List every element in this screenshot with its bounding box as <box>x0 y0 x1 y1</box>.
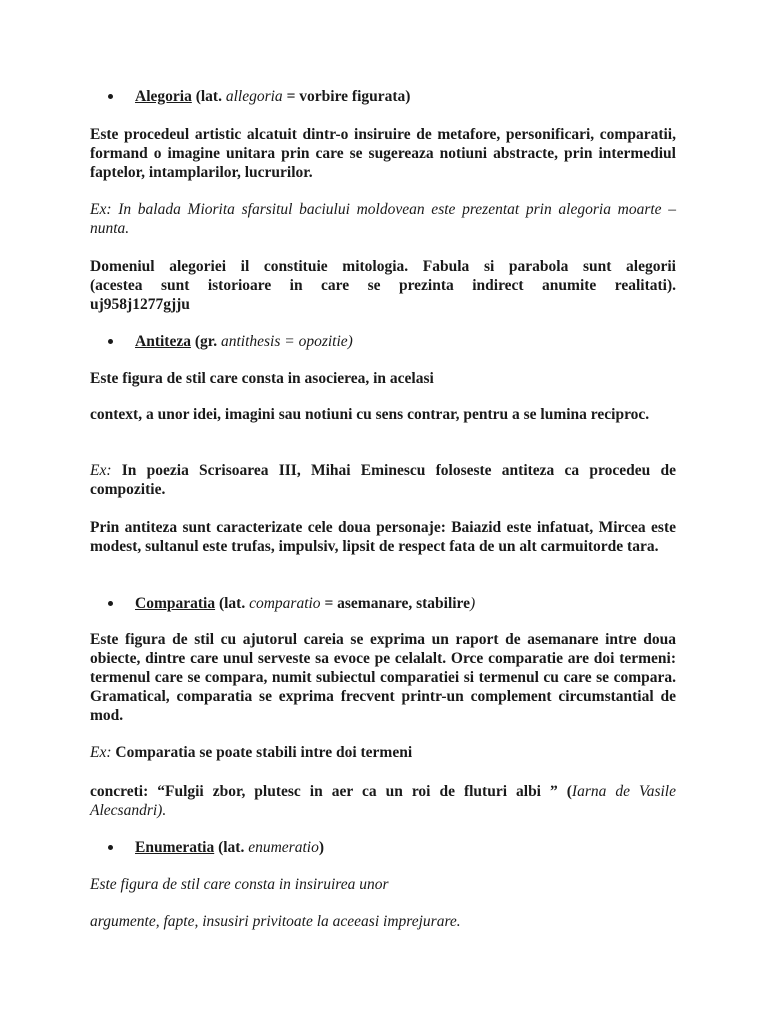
term-alegoria: Alegoria <box>135 88 192 105</box>
heading-comparatia: Comparatia (lat. comparatio = asemanare, stabilire) <box>112 594 475 613</box>
bullet-icon <box>108 339 113 344</box>
latin-word: comparatio <box>249 595 321 612</box>
latin-word: allegoria <box>225 88 283 105</box>
heading-alegoria: Alegoria (lat. allegoria = vorbire figurata) <box>112 87 410 106</box>
antiteza-characters: Prin antiteza sunt caracterizate cele doua personaje: Baiazid este infatuat, Mircea este modest, sultanul este trufas, impulsiv, lipsit de respect fata de un alt carmuitorde tara. <box>90 519 676 555</box>
bullet-icon <box>108 845 113 850</box>
enumeratia-definition-start: Este figura de stil care consta in insiruirea unor <box>90 876 389 893</box>
source-title: Iarna de Vasile Alecsandri <box>90 783 676 819</box>
term-comparatia: Comparatia <box>135 595 216 612</box>
comparatia-example: Ex: Comparatia se poate stabili intre doi termeni <box>90 744 413 761</box>
antiteza-definition-cont: context, a unor idei, imagini sau notiuni cu sens contrar, pentru a se lumina reciproc. <box>90 406 650 423</box>
alegoria-example: Ex: In balada Miorita sfarsitul baciului moldovean este prezentat prin alegoria moarte – nunta. <box>90 201 676 237</box>
comparatia-example-cont: concreti: “Fulgii zbor, plutesc in aer ca un roi de fluturi albi ” (Iarna de Vasile Alecsandri). <box>90 783 676 819</box>
greek-word: antithesis = opozitie) <box>220 333 353 350</box>
comparatia-definition: Este figura de stil cu ajutorul careia se exprima un raport de asemanare intre doua obiecte, dintre care unul serveste sa evoce pe celalalt. Orce comparatie are doi termeni: termenul care se compara, numit subiectul comparatiei si termenul cu care se compara. Gramatical, comparatia se exprima frecvent printr-un complement circumstantial de mod. <box>90 631 676 724</box>
alegoria-definition: Este procedeul artistic alcatuit dintr-o insiruire de metafore, personificari, comparatii, formand o imagine unitara prin care se sugereaza notiuni abstracte, prin intermediul faptelor, intamplarilor, lucrurilor. <box>90 126 676 181</box>
latin-word: enumeratio <box>248 839 319 856</box>
antiteza-definition-start: Este figura de stil care consta in asocierea, in acelasi <box>90 370 434 387</box>
term-enumeratia: Enumeratia <box>135 839 215 856</box>
alegoria-note-line-2: (acestea sunt istorioare in care se prezinta indirect anumite realitati). <box>90 277 676 294</box>
heading-antiteza: Antiteza (gr. antithesis = opozitie) <box>112 332 353 351</box>
term-antiteza: Antiteza <box>135 333 191 350</box>
heading-enumeratia: Enumeratia (lat. enumeratio) <box>112 838 324 857</box>
bullet-icon <box>108 94 113 99</box>
alegoria-note-line-3: uj958j1277gjju <box>90 296 190 313</box>
enumeratia-definition-cont: argumente, fapte, insusiri privitoate la aceeasi imprejurare. <box>90 913 461 930</box>
alegoria-note-line-1: Domeniul alegoriei il constituie mitologia. Fabula si parabola sunt alegorii <box>90 258 676 275</box>
antiteza-example: Ex: In poezia Scrisoarea III, Mihai Eminescu foloseste antiteza ca procedeu de compozitie. <box>90 462 676 498</box>
bullet-icon <box>108 601 113 606</box>
